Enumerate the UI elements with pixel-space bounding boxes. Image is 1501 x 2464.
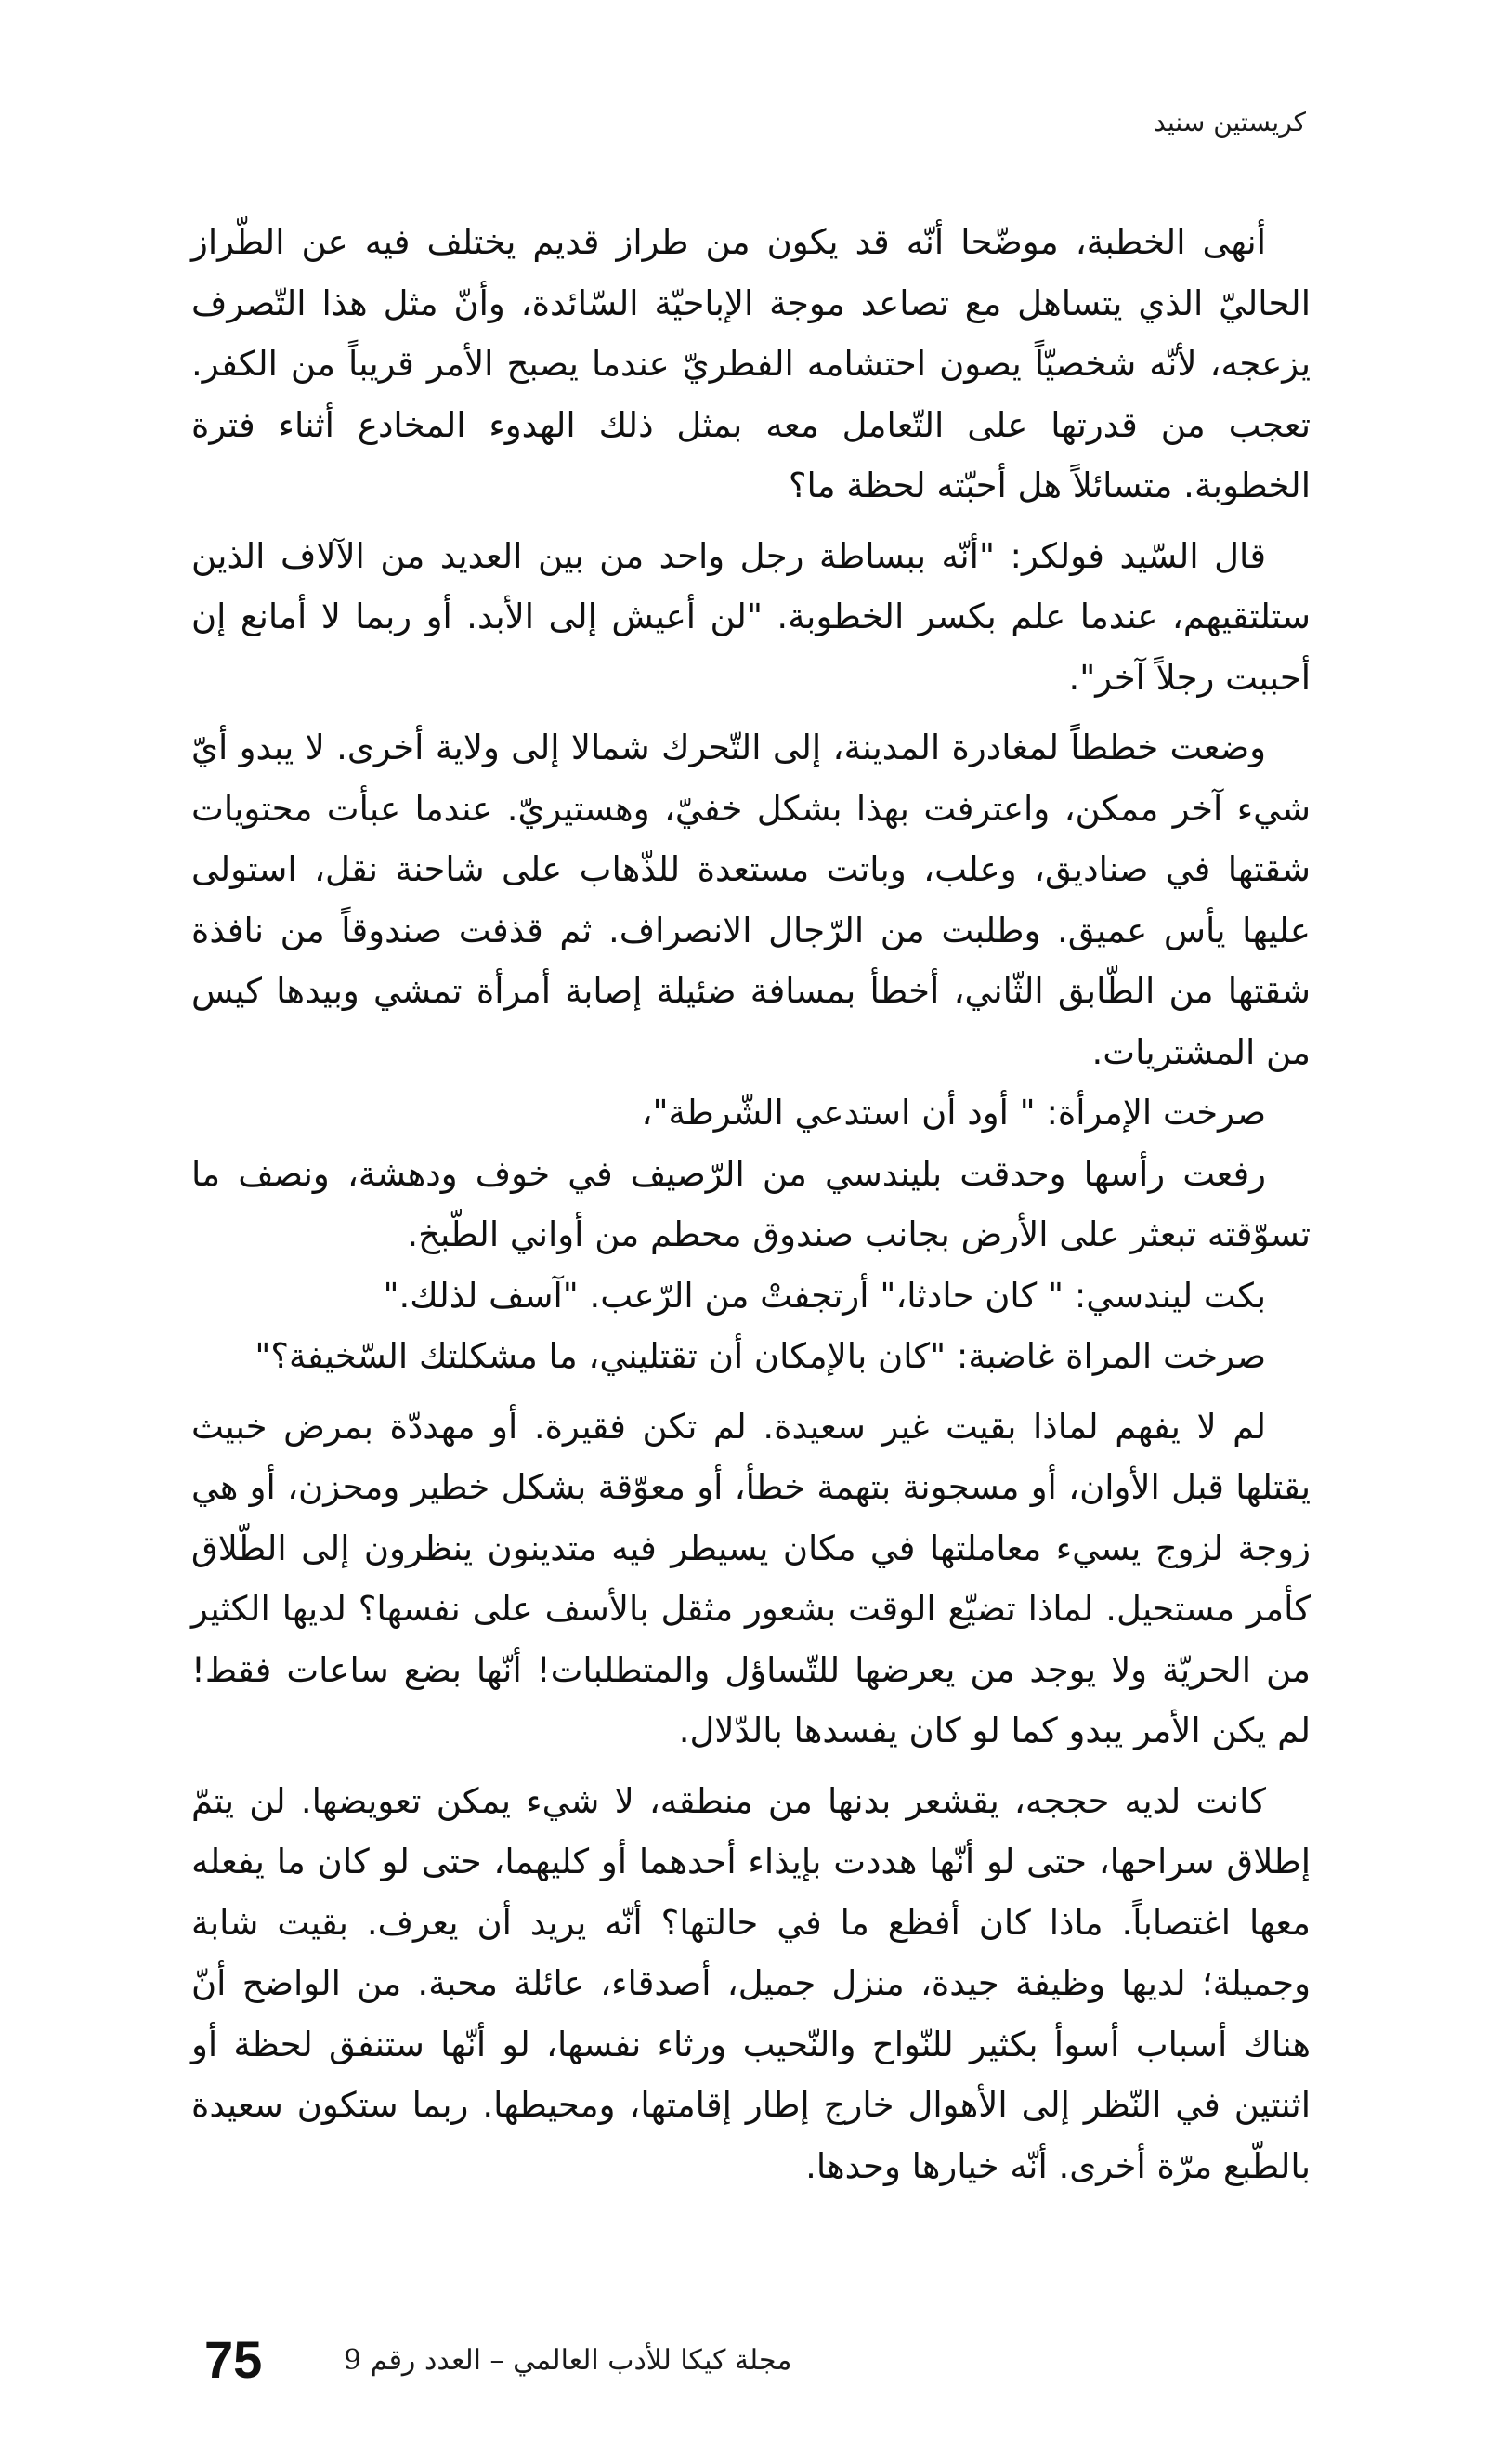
paragraph: كانت لديه حججه، يقشعر بدنها من منطقه، لا شيء يمكن تعويضها. لن يتمّ إطلاق سراحها، حتى لو أنّها هددت بإيذاء أحدهما أو كليهما، حتى لو كان ما يفعله معها اغتصاباً. ماذا كان أفظع ما في حالتها؟ أنّه يريد أن يعرف. بقيت شابة وجميلة؛ لديها وظيفة جيدة، منزل جميل، أصدقاء، عائلة محبة. من الواضح أنّ هناك أسباب أسوأ بكثير للنّواح والنّحيب ورثاء نفسها، لو أنّها ستنفق لحظة أو اثنتين في النّظر إلى الأهوال خارج إطار إقامتها، ومحيطها. ربما ستكون سعيدة بالطّبع مرّة أخرى. أنّه خيارها وحدها.	[191, 1780, 1311, 2186]
paragraph: وضعت خططاً لمغادرة المدينة، إلى التّحرك شمالا إلى ولاية أخرى. لا يبدو أيّ شيء آخر ممكن، واعترفت بهذا بشكل خفيّ، وهستيريّ. عندما عبأت محتويات شقتها في صناديق، وعلب، وباتت مستعدة للذّهاب على شاحنة نقل، استولى عليها يأس عميق. وطلبت من الرّجال الانصراف. ثم قذفت صندوقاً من نافذة شقتها من الطّابق الثّاني، أخطأ بمسافة ضئيلة إصابة أمرأة تمشي وبيدها كيس من المشتريات.	[191, 727, 1311, 1072]
body-text	[191, 212, 1311, 2196]
paragraph: رفعت رأسها وحدقت بليندسي من الرّصيف في خوف ودهشة، ونصف ما تسوّقته تبعثر على الأرض بجانب صندوق محطم من أواني الطّبخ.	[191, 1153, 1311, 1254]
paragraph: صرخت المراة غاضبة: "كان بالإمكان أن تقتليني، ما مشكلتك السّخيفة؟"	[255, 1336, 1266, 1376]
journal-issue-line: مجلة كيكا للأدب العالمي – العدد رقم 9	[344, 2344, 792, 2377]
page-footer	[195, 2327, 1314, 2392]
paragraph: قال السّيد فولكر: "أنّه ببساطة رجل واحد من بين العديد من الآلاف الذين ستلتقيهم، عندما علم بكسر الخطوبة. "لن أعيش إلى الأبد. أو ربما لا أمانع إن أحببت رجلاً آخر".	[191, 535, 1311, 698]
paragraph: لم لا يفهم لماذا بقيت غير سعيدة. لم تكن فقيرة. أو مهددّة بمرض خبيث يقتلها قبل الأوان، أو مسجونة بتهمة خطأ، أو معوّقة بشكل خطير ومحزن، أو هي زوجة لزوج يسيء معاملتها في مكان يسيطر فيه متدينون ينظرون إلى الطّلاق كأمر مستحيل. لماذا تضيّع الوقت بشعور مثقل بالأسف على نفسها؟ لديها الكثير من الحريّة ولا يوجد من يعرضها للتّساؤل والمتطلبات! أنّها بضع ساعات فقط! لم يكن الأمر يبدو كما لو كان يفسدها بالدّلال.	[191, 1406, 1311, 1750]
paragraph: صرخت الإمرأة: " أود أن استدعي الشّرطة"،	[641, 1093, 1266, 1133]
paragraph: بكت ليندسي: " كان حادثا،" أرتجفتْ من الرّعب. "آسف لذلك."	[383, 1275, 1266, 1316]
paragraph: أنهى الخطبة، موضّحا أنّه قد يكون من طراز قديم يختلف فيه عن الطّراز الحاليّ الذي يتساهل مع تصاعد موجة الإباحيّة السّائدة، وأنّ مثل هذا التّصرف يزعجه، لأنّه شخصيّاً يصون احتشامه الفطريّ عندما يصبح الأمر قريباً من الكفر. تعجب من قدرتها على التّعامل معه بمثل ذلك الهدوء المخادع أثناء فترة الخطوبة. متسائلاً هل أحبّته لحظة ما؟	[191, 222, 1311, 505]
running-header-author: كريستين سنيد	[1154, 107, 1306, 138]
page-number: 75	[204, 2330, 263, 2389]
